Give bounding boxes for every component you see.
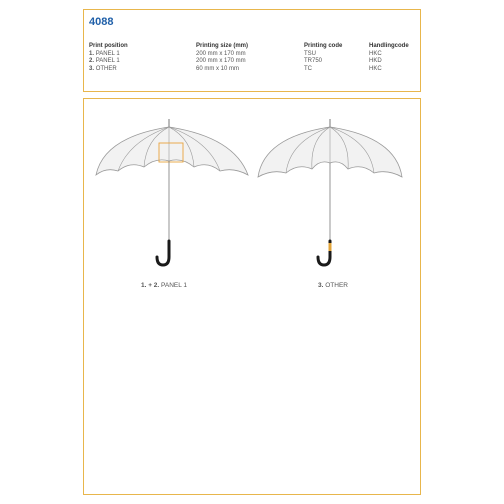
handlingcode-value: HKD (369, 58, 382, 64)
caption-label: PANEL 1 (161, 282, 188, 289)
table-row (89, 66, 128, 74)
umbrella-panel-view (96, 119, 248, 265)
printing-size-value: 200 mm x 170 mm (196, 58, 246, 64)
column-handlingcode (369, 43, 409, 73)
umbrella-drawings (84, 99, 420, 494)
caption-other-view (318, 282, 348, 289)
handlingcode-value: HKC (369, 50, 382, 57)
printing-code-value: TR750 (304, 58, 323, 64)
caption-label: OTHER (325, 282, 348, 289)
printing-size-value: 200 mm x 170 mm (196, 50, 246, 57)
umbrella-other-view (258, 119, 402, 265)
handlingcode-value: HKC (369, 65, 382, 72)
column-printing-code (304, 43, 342, 73)
drawing-panel (83, 98, 421, 495)
canopy-1 (96, 127, 248, 175)
position-label: OTHER (95, 65, 117, 72)
position-label: PANEL 1 (95, 50, 120, 57)
position-label: PANEL 1 (95, 58, 120, 64)
handle-1 (157, 241, 169, 265)
position-number: 2. (89, 58, 95, 64)
table-row (89, 51, 128, 59)
header-printing-size: Printing size (mm) (196, 43, 249, 49)
position-number: 1. (89, 50, 95, 57)
column-print-position (89, 43, 128, 73)
printing-code-value: TC (304, 65, 312, 72)
caption-number: 3. (318, 282, 324, 289)
handle-2 (318, 241, 330, 265)
printing-size-value: 60 mm x 10 mm (196, 65, 240, 72)
caption-panel-view (141, 282, 187, 289)
header-panel (83, 9, 421, 92)
caption-number: 1. + 2. (140, 282, 160, 289)
printing-code-value: TSU (304, 50, 316, 57)
column-printing-size (196, 43, 248, 73)
table-row (89, 58, 128, 66)
position-number: 3. (89, 65, 95, 72)
header-handlingcode: Handlingcode (369, 43, 409, 49)
header-print-position: Print position (89, 43, 128, 49)
header-printing-code: Printing code (304, 43, 343, 49)
product-code: 4088 (89, 16, 114, 28)
